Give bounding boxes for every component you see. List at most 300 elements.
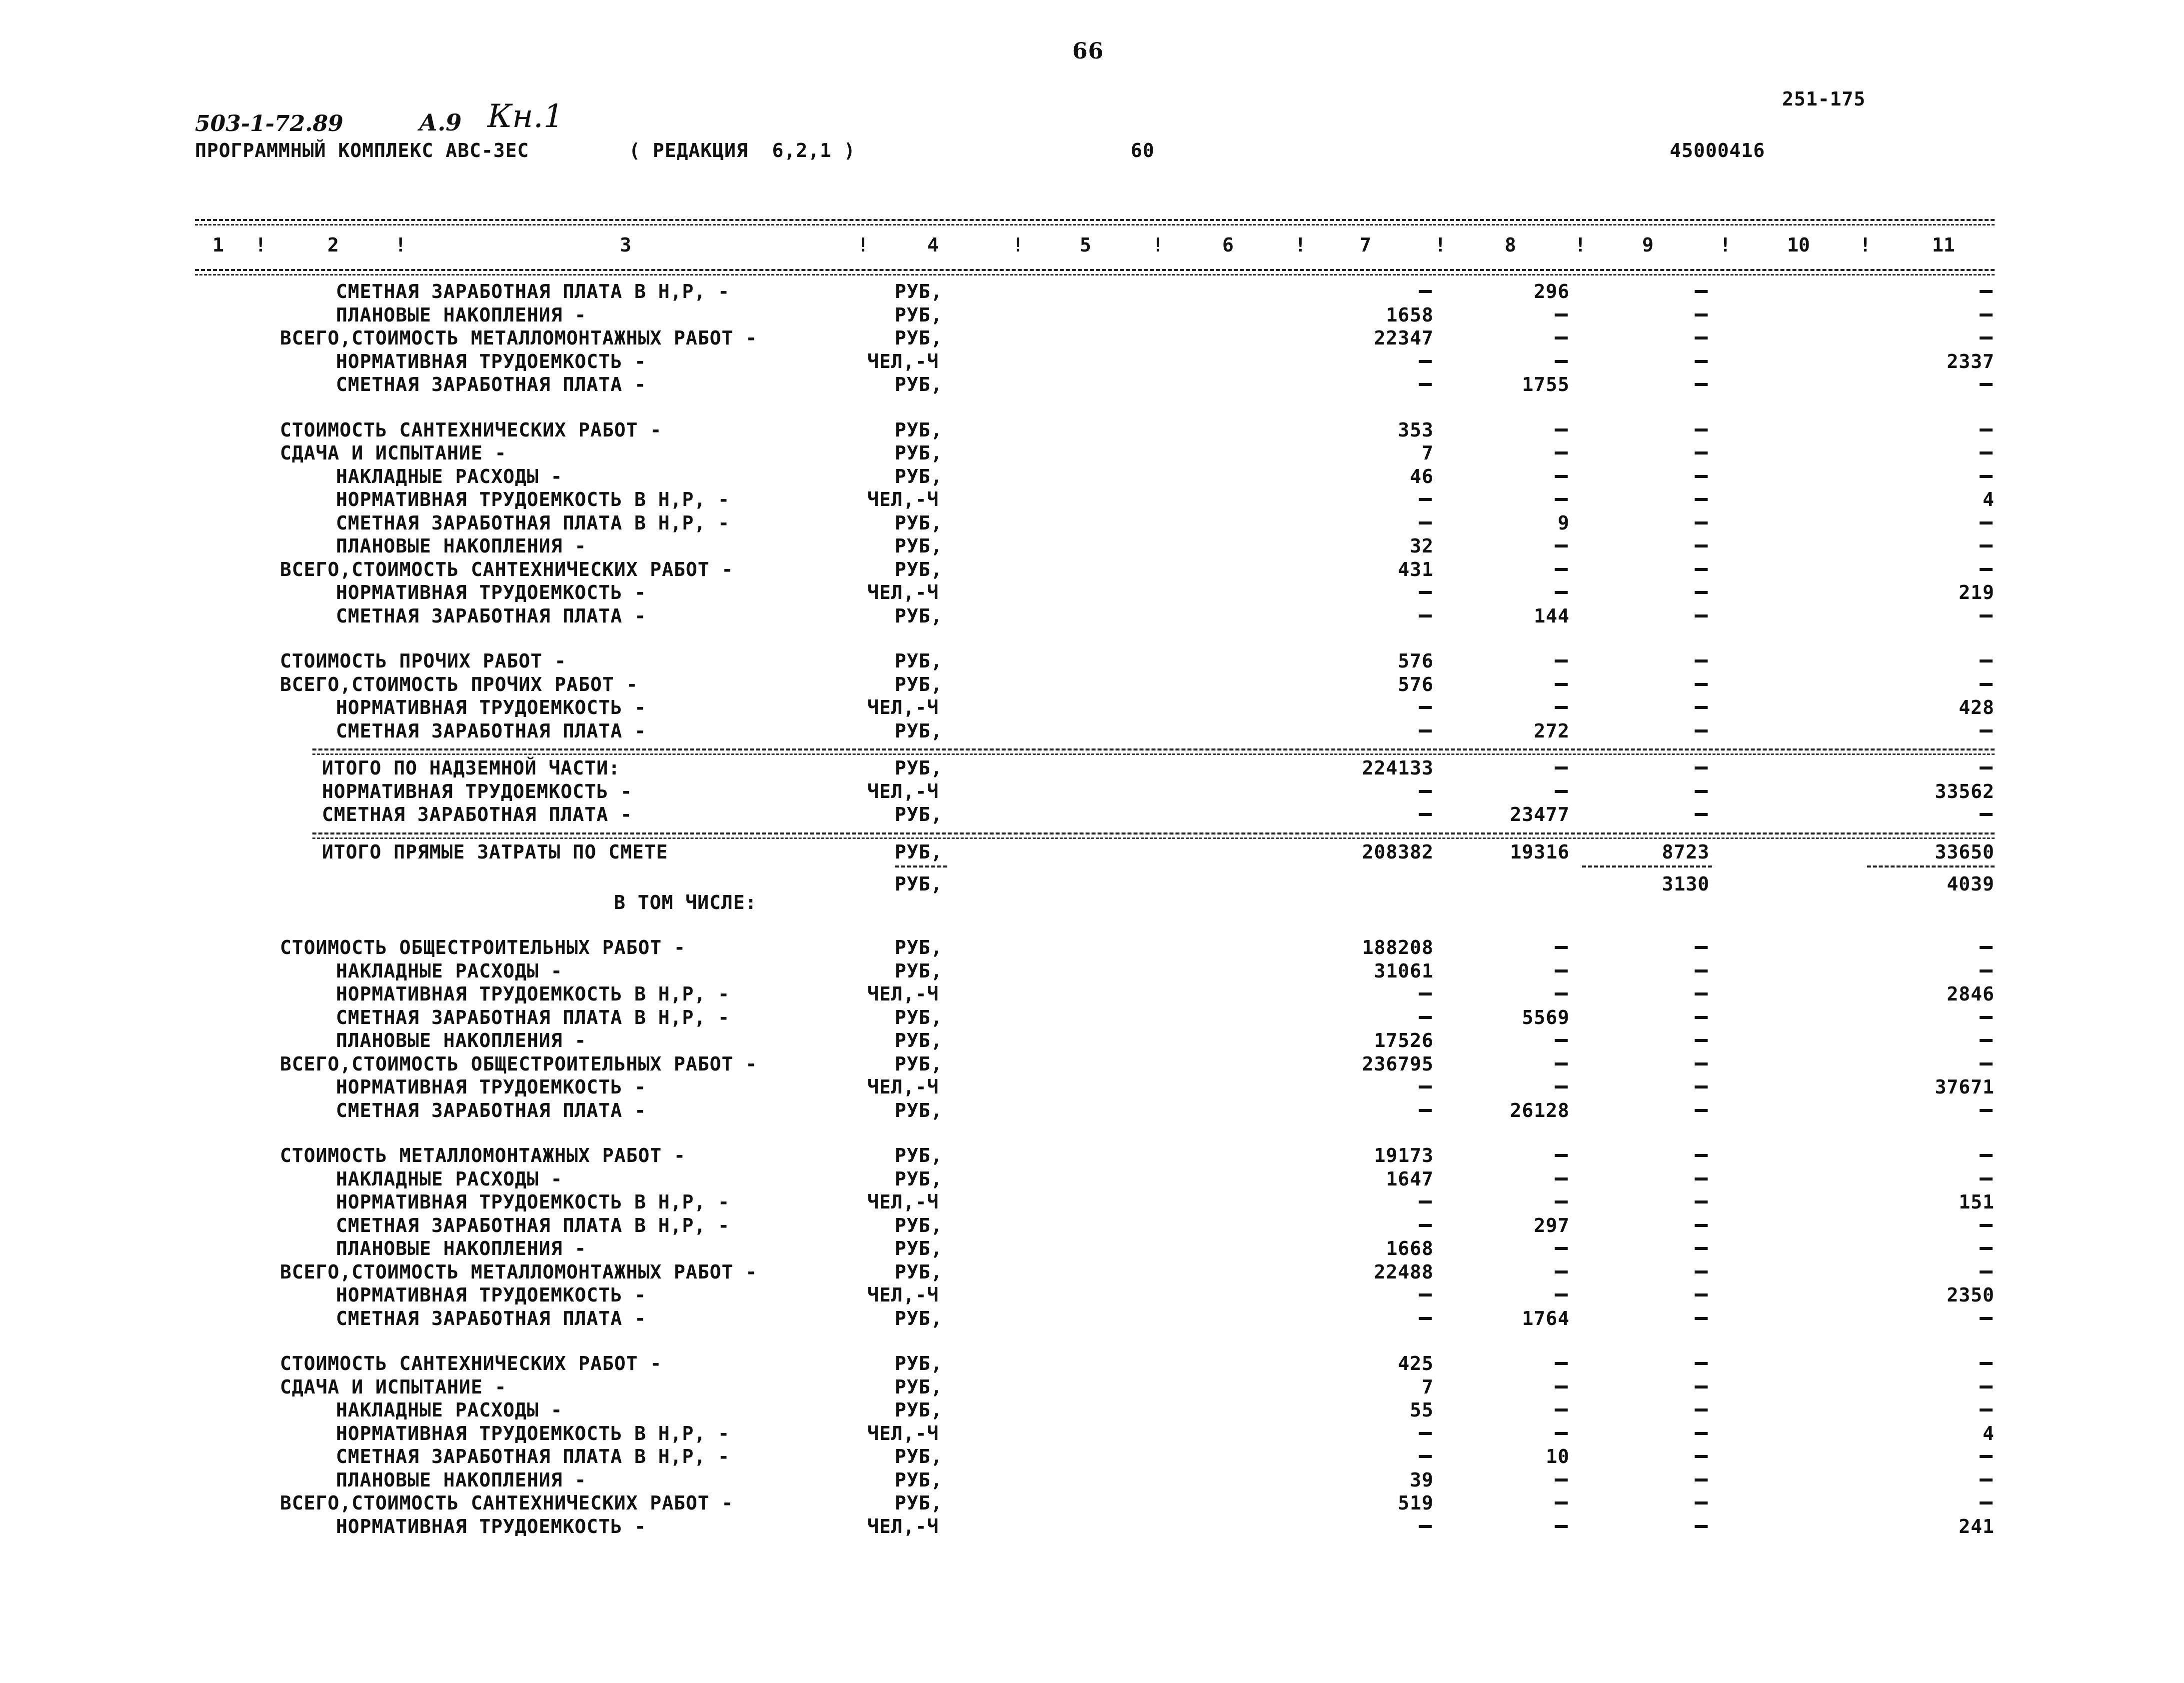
in-that-number-label: В ТОМ ЧИСЛЕ: [614, 891, 757, 914]
cell-c7 [1419, 1515, 1434, 1538]
row-unit: РУБ, [895, 1399, 943, 1421]
cell-c9 [1695, 326, 1710, 350]
cell-c8 [1555, 1237, 1570, 1260]
cell-c9 [1695, 280, 1710, 303]
row-description: НОРМАТИВНАЯ ТРУДОЕМКОСТЬ В Н,Р, - [336, 1422, 730, 1444]
cell-c11 [1980, 304, 1995, 326]
cell-c11: 33650 [1935, 840, 1995, 863]
row-unit: РУБ, [895, 604, 943, 627]
row-unit: РУБ, [895, 1238, 943, 1260]
row-unit: РУБ, [895, 873, 943, 895]
cell-c7: 188208 [1362, 936, 1434, 958]
row-description: НОРМАТИВНАЯ ТРУДОЕМКОСТЬ - [336, 582, 646, 604]
row-unit: ЧЕЛ,-Ч [867, 1284, 939, 1306]
cell-c11 [1980, 1168, 1995, 1190]
row-description: СМЕТНАЯ ЗАРАБОТНАЯ ПЛАТА - [336, 374, 646, 396]
cell-c9 [1695, 1376, 1710, 1398]
cell-c7: 1658 [1386, 304, 1434, 326]
cell-c9 [1695, 534, 1710, 558]
cell-c11 [1980, 1144, 1995, 1167]
cell-c7: 1668 [1386, 1238, 1434, 1260]
cell-c7: 224133 [1362, 757, 1434, 779]
row-description: НАКЛАДНЫЕ РАСХОДЫ - [336, 465, 563, 488]
cell-c11 [1980, 512, 1995, 534]
cell-c7 [1419, 581, 1434, 604]
row-unit: РУБ, [895, 280, 943, 302]
row-unit: РУБ, [895, 1168, 943, 1190]
cell-c11 [1980, 373, 1995, 396]
row-description: НАКЛАДНЫЕ РАСХОДЫ - [336, 1168, 563, 1190]
row-description: СТОИМОСТЬ САНТЕХНИЧЕСКИХ РАБОТ - [280, 1352, 662, 1374]
cell-c9 [1695, 1260, 1710, 1284]
cell-c9 [1695, 512, 1710, 534]
cell-c11 [1980, 1445, 1995, 1468]
row-rule [312, 754, 1995, 755]
cell-c9 [1695, 982, 1710, 1006]
cell-c11 [1980, 558, 1995, 581]
row-unit: РУБ, [895, 327, 943, 349]
cell-c11 [1980, 1376, 1995, 1398]
row-unit: РУБ, [895, 1468, 943, 1491]
row-unit: РУБ, [895, 804, 943, 826]
cell-c9 [1695, 304, 1710, 326]
cell-c9 [1695, 465, 1710, 488]
row-rule [312, 748, 1995, 750]
cell-c9 [1695, 1006, 1710, 1029]
cell-c7 [1419, 1307, 1434, 1330]
cell-c9 [1695, 581, 1710, 604]
row-description: СМЕТНАЯ ЗАРАБОТНАЯ ПЛАТА - [322, 804, 632, 826]
cell-c9 [1695, 1076, 1710, 1098]
cell-c9 [1695, 604, 1710, 628]
row-description: НОРМАТИВНАЯ ТРУДОЕМКОСТЬ - [336, 350, 646, 372]
handwritten-ref: 503-1-72.89 [195, 111, 343, 136]
cell-c9 [1695, 1168, 1710, 1190]
row-unit: ЧЕЛ,-Ч [867, 1515, 939, 1538]
cell-c9 [1695, 936, 1710, 959]
cell-c11 [1980, 1260, 1995, 1284]
cell-c9 [1695, 720, 1710, 742]
cell-c7 [1419, 696, 1434, 719]
cell-c8 [1555, 1492, 1570, 1514]
subtotal-underline [895, 866, 947, 868]
cell-c7 [1419, 1190, 1434, 1214]
cell-c7: 236795 [1362, 1052, 1434, 1075]
cell-c8 [1555, 465, 1570, 488]
cell-c8 [1555, 350, 1570, 373]
column-separator: ! [395, 234, 406, 256]
row-description: СМЕТНАЯ ЗАРАБОТНАЯ ПЛАТА В Н,Р, - [336, 1006, 730, 1028]
row-description: НОРМАТИВНАЯ ТРУДОЕМКОСТЬ - [336, 1515, 646, 1538]
page-number: 66 [1072, 38, 1104, 64]
cell-c8 [1555, 442, 1570, 464]
row-unit: ЧЕЛ,-Ч [867, 488, 939, 510]
row-description: ПЛАНОВЫЕ НАКОПЛЕНИЯ - [336, 1238, 587, 1260]
cell-c11 [1980, 1006, 1995, 1029]
row-description: ПЛАНОВЫЕ НАКОПЛЕНИЯ - [336, 1468, 587, 1491]
row-unit: РУБ, [895, 650, 943, 672]
row-unit: РУБ, [895, 418, 943, 441]
cell-c8: 9 [1558, 512, 1570, 534]
cell-c9 [1695, 1492, 1710, 1514]
column-header-6: 6 [1222, 234, 1234, 256]
row-unit: ЧЕЛ,-Ч [867, 1422, 939, 1444]
column-header-9: 9 [1642, 234, 1654, 256]
program-name: ПРОГРАММНЫЙ КОМПЛЕКС АВС-3ЕС [195, 140, 529, 162]
cell-c7: 22488 [1374, 1260, 1434, 1283]
cell-c7 [1419, 1006, 1434, 1029]
cell-c9 [1695, 1515, 1710, 1538]
row-unit: РУБ, [895, 840, 943, 863]
column-header-4: 4 [927, 234, 939, 256]
cell-c7 [1419, 488, 1434, 511]
row-description: СТОИМОСТЬ САНТЕХНИЧЕСКИХ РАБОТ - [280, 418, 662, 441]
cell-c11: 428 [1959, 696, 1995, 718]
row-description: НОРМАТИВНАЯ ТРУДОЕМКОСТЬ В Н,Р, - [336, 1191, 730, 1213]
cell-c8 [1555, 673, 1570, 696]
cell-c9 [1695, 558, 1710, 581]
row-description: СТОИМОСТЬ МЕТАЛЛОМОНТАЖНЫХ РАБОТ - [280, 1144, 686, 1166]
row-description: ВСЕГО,СТОИМОСТЬ МЕТАЛЛОМОНТАЖНЫХ РАБОТ - [280, 1260, 758, 1283]
row-description: НАКЛАДНЫЕ РАСХОДЫ - [336, 1399, 563, 1421]
cell-c8 [1555, 1376, 1570, 1398]
cell-c7 [1419, 1284, 1434, 1306]
cell-c11 [1980, 442, 1995, 464]
program-edition: ( РЕДАКЦИЯ 6,2,1 ) [629, 140, 856, 162]
cell-c11 [1980, 1352, 1995, 1375]
cell-c11: 219 [1959, 582, 1995, 604]
row-description: СМЕТНАЯ ЗАРАБОТНАЯ ПЛАТА - [336, 1099, 646, 1122]
column-header-1: 1 [212, 234, 224, 256]
header-rule-top2 [195, 224, 1995, 226]
cell-c11 [1980, 1468, 1995, 1492]
cell-c7: 431 [1398, 558, 1434, 580]
column-separator: ! [1295, 234, 1306, 256]
row-unit: ЧЕЛ,-Ч [867, 582, 939, 604]
cell-c8 [1555, 304, 1570, 326]
cell-c7 [1419, 1445, 1434, 1468]
cell-c7 [1419, 373, 1434, 396]
cell-c8 [1555, 1352, 1570, 1375]
row-description: ИТОГО ПО НАДЗЕМНОЙ ЧАСТИ: [322, 757, 620, 779]
row-description: СМЕТНАЯ ЗАРАБОТНАЯ ПЛАТА В Н,Р, - [336, 280, 730, 302]
row-description: ПЛАНОВЫЕ НАКОПЛЕНИЯ - [336, 1030, 587, 1052]
cell-c11 [1980, 936, 1995, 959]
cell-c9 [1695, 418, 1710, 442]
cell-c8 [1555, 488, 1570, 511]
cell-c8 [1555, 1029, 1570, 1052]
cell-c7: 576 [1398, 673, 1434, 696]
column-header-5: 5 [1080, 234, 1091, 256]
row-description: СДАЧА И ИСПЫТАНИЕ - [280, 442, 507, 464]
cell-c7: 39 [1410, 1468, 1434, 1491]
cell-c8 [1555, 1052, 1570, 1076]
column-separator: ! [1720, 234, 1731, 256]
row-unit: РУБ, [895, 374, 943, 396]
cell-c11: 2846 [1947, 983, 1995, 1005]
row-unit: РУБ, [895, 1260, 943, 1283]
cell-c9 [1695, 1029, 1710, 1052]
cell-c9 [1695, 1352, 1710, 1375]
cell-c7 [1419, 350, 1434, 373]
column-separator: ! [1152, 234, 1164, 256]
cell-c9: 8723 [1662, 840, 1710, 863]
row-description: СМЕТНАЯ ЗАРАБОТНАЯ ПЛАТА В Н,Р, - [336, 512, 730, 534]
cell-c8: 10 [1546, 1446, 1570, 1468]
cell-c11 [1980, 720, 1995, 742]
cell-c9 [1695, 1284, 1710, 1306]
subtotal-underline [1867, 866, 1995, 868]
row-unit: РУБ, [895, 512, 943, 534]
cell-c11: 37671 [1935, 1076, 1995, 1098]
row-description: СТОИМОСТЬ ОБЩЕСТРОИТЕЛЬНЫХ РАБОТ - [280, 936, 686, 958]
cell-c8: 1755 [1522, 374, 1570, 396]
cell-c8: 297 [1534, 1214, 1570, 1236]
cell-c11 [1980, 1492, 1995, 1514]
cell-c11 [1980, 1029, 1995, 1052]
cell-c7 [1419, 1099, 1434, 1122]
row-unit: ЧЕЛ,-Ч [867, 696, 939, 718]
cell-c11 [1980, 1099, 1995, 1122]
handwritten-sheet: А.9 [419, 109, 462, 136]
row-description: СДАЧА И ИСПЫТАНИЕ - [280, 1376, 507, 1398]
column-separator: ! [857, 234, 869, 256]
cell-c7 [1419, 803, 1434, 826]
cell-c9 [1695, 1237, 1710, 1260]
row-unit: РУБ, [895, 304, 943, 326]
cell-c7: 46 [1410, 465, 1434, 488]
cell-c8: 5569 [1522, 1006, 1570, 1028]
cell-c7: 55 [1410, 1399, 1434, 1421]
row-description: ВСЕГО,СТОИМОСТЬ ОБЩЕСТРОИТЕЛЬНЫХ РАБОТ - [280, 1052, 758, 1075]
row-unit: ЧЕЛ,-Ч [867, 780, 939, 802]
column-header-2: 2 [327, 234, 339, 256]
subtotal-underline [1582, 866, 1712, 868]
row-description: ВСЕГО,СТОИМОСТЬ САНТЕХНИЧЕСКИХ РАБОТ - [280, 1492, 734, 1514]
cell-c8 [1555, 960, 1570, 982]
cell-c9 [1695, 960, 1710, 982]
row-unit: РУБ, [895, 720, 943, 742]
cell-c8: 19316 [1510, 840, 1570, 863]
cell-c9 [1695, 650, 1710, 672]
cell-c7 [1419, 982, 1434, 1006]
cell-c11: 2337 [1947, 350, 1995, 372]
row-description: ВСЕГО,СТОИМОСТЬ МЕТАЛЛОМОНТАЖНЫХ РАБОТ - [280, 327, 758, 349]
cell-c8: 272 [1534, 720, 1570, 742]
cell-c11 [1980, 1398, 1995, 1422]
cell-c11: 151 [1959, 1191, 1995, 1213]
cell-c8 [1555, 936, 1570, 959]
cell-c7: 7 [1422, 1376, 1434, 1398]
row-unit: РУБ, [895, 1099, 943, 1122]
cell-c8: 144 [1534, 604, 1570, 627]
cell-c9 [1695, 1422, 1710, 1445]
row-unit: РУБ, [895, 1446, 943, 1468]
cell-c8 [1555, 558, 1570, 581]
cell-c11 [1980, 756, 1995, 780]
cell-c9 [1695, 350, 1710, 373]
row-unit: РУБ, [895, 936, 943, 958]
cell-c8 [1555, 1168, 1570, 1190]
cell-c11 [1980, 803, 1995, 826]
row-description: НОРМАТИВНАЯ ТРУДОЕМКОСТЬ В Н,Р, - [336, 983, 730, 1005]
cell-c11: 4 [1983, 488, 1995, 510]
row-unit: РУБ, [895, 442, 943, 464]
row-unit: РУБ, [895, 1144, 943, 1166]
cell-c8 [1555, 1076, 1570, 1098]
row-description: ПЛАНОВЫЕ НАКОПЛЕНИЯ - [336, 304, 587, 326]
cell-c8 [1555, 1468, 1570, 1492]
row-rule [312, 832, 1995, 834]
cell-c11: 4 [1983, 1422, 1995, 1444]
row-unit: РУБ, [895, 1376, 943, 1398]
cell-c7: 32 [1410, 535, 1434, 557]
column-separator: ! [1012, 234, 1024, 256]
cell-c9 [1695, 1052, 1710, 1076]
row-unit: РУБ, [895, 465, 943, 488]
column-header-11: 11 [1932, 234, 1955, 256]
row-rule [312, 838, 1995, 839]
cell-c11 [1980, 960, 1995, 982]
cell-c9: 3130 [1662, 873, 1710, 895]
row-description: СМЕТНАЯ ЗАРАБОТНАЯ ПЛАТА - [336, 720, 646, 742]
row-description: СТОИМОСТЬ ПРОЧИХ РАБОТ - [280, 650, 567, 672]
cell-c9 [1695, 1099, 1710, 1122]
row-unit: РУБ, [895, 1352, 943, 1374]
cell-c7 [1419, 1422, 1434, 1445]
row-unit: РУБ, [895, 673, 943, 696]
cell-c8 [1555, 756, 1570, 780]
cell-c11: 2350 [1947, 1284, 1995, 1306]
cell-c9 [1695, 1468, 1710, 1492]
row-description: НОРМАТИВНАЯ ТРУДОЕМКОСТЬ В Н,Р, - [336, 488, 730, 510]
cell-c9 [1695, 1398, 1710, 1422]
row-unit: ЧЕЛ,-Ч [867, 983, 939, 1005]
cell-c7: 7 [1422, 442, 1434, 464]
cell-c8 [1555, 696, 1570, 719]
cell-c11 [1980, 418, 1995, 442]
cell-c8 [1555, 1144, 1570, 1167]
column-separator: ! [1435, 234, 1446, 256]
row-description: ПЛАНОВЫЕ НАКОПЛЕНИЯ - [336, 535, 587, 557]
row-description: СМЕТНАЯ ЗАРАБОТНАЯ ПЛАТА В Н,Р, - [336, 1446, 730, 1468]
cell-c9 [1695, 696, 1710, 719]
handwritten-book: Кн.1 [487, 98, 564, 135]
cell-c11 [1980, 534, 1995, 558]
cell-c7: 208382 [1362, 840, 1434, 863]
cell-c11 [1980, 280, 1995, 303]
cell-c9 [1695, 1144, 1710, 1167]
row-description: ВСЕГО,СТОИМОСТЬ САНТЕХНИЧЕСКИХ РАБОТ - [280, 558, 734, 580]
row-description: ВСЕГО,СТОИМОСТЬ ПРОЧИХ РАБОТ - [280, 673, 638, 696]
cell-c7: 519 [1398, 1492, 1434, 1514]
cell-c11 [1980, 650, 1995, 672]
cell-c11 [1980, 1307, 1995, 1330]
cell-c7: 353 [1398, 418, 1434, 441]
cell-c8 [1555, 1398, 1570, 1422]
cell-c8 [1555, 982, 1570, 1006]
row-description: СМЕТНАЯ ЗАРАБОТНАЯ ПЛАТА - [336, 1307, 646, 1330]
cell-c8: 23477 [1510, 804, 1570, 826]
cell-c8: 26128 [1510, 1099, 1570, 1122]
cell-c7: 31061 [1374, 960, 1434, 982]
cell-c9 [1695, 1445, 1710, 1468]
cell-c8 [1555, 326, 1570, 350]
row-unit: РУБ, [895, 757, 943, 779]
cell-c11 [1980, 1237, 1995, 1260]
row-unit: РУБ, [895, 1307, 943, 1330]
row-unit: РУБ, [895, 1030, 943, 1052]
cell-c9 [1695, 756, 1710, 780]
row-description: НАКЛАДНЫЕ РАСХОДЫ - [336, 960, 563, 982]
cell-c7 [1419, 720, 1434, 742]
cell-c8 [1555, 1260, 1570, 1284]
cell-c8 [1555, 650, 1570, 672]
cell-c8 [1555, 1515, 1570, 1538]
column-separator: ! [1860, 234, 1871, 256]
cell-c8 [1555, 780, 1570, 803]
cell-c11 [1980, 1052, 1995, 1076]
cell-c7 [1419, 512, 1434, 534]
cell-c8 [1555, 1284, 1570, 1306]
cell-c7 [1419, 280, 1434, 303]
row-unit: РУБ, [895, 535, 943, 557]
header-num: 60 [1131, 140, 1155, 162]
cell-c11: 4039 [1947, 873, 1995, 895]
cell-c9 [1695, 1190, 1710, 1214]
cell-c9 [1695, 1307, 1710, 1330]
row-description: НОРМАТИВНАЯ ТРУДОЕМКОСТЬ - [336, 1076, 646, 1098]
cell-c8 [1555, 1422, 1570, 1445]
cell-c9 [1695, 1214, 1710, 1237]
cell-c9 [1695, 373, 1710, 396]
row-unit: РУБ, [895, 1006, 943, 1028]
cell-c7: 22347 [1374, 327, 1434, 349]
cell-c7 [1419, 604, 1434, 628]
cell-c7 [1419, 1076, 1434, 1098]
row-description: НОРМАТИВНАЯ ТРУДОЕМКОСТЬ - [336, 1284, 646, 1306]
cell-c9 [1695, 442, 1710, 464]
cell-c9 [1695, 780, 1710, 803]
cell-c7: 17526 [1374, 1030, 1434, 1052]
cell-c8 [1555, 534, 1570, 558]
cell-c11: 241 [1959, 1515, 1995, 1538]
cell-c8 [1555, 581, 1570, 604]
cell-c7 [1419, 1214, 1434, 1237]
row-unit: РУБ, [895, 1052, 943, 1075]
header-id: 45000416 [1670, 140, 1766, 162]
header-rule-bottom [195, 269, 1995, 271]
cell-c9 [1695, 488, 1710, 511]
row-unit: ЧЕЛ,-Ч [867, 1191, 939, 1213]
header-rule-bottom2 [195, 274, 1995, 276]
cell-c8 [1555, 1190, 1570, 1214]
row-unit: РУБ, [895, 558, 943, 580]
column-header-8: 8 [1505, 234, 1516, 256]
cell-c9 [1695, 803, 1710, 826]
cell-c7 [1419, 780, 1434, 803]
row-unit: РУБ, [895, 1492, 943, 1514]
cell-c11: 33562 [1935, 780, 1995, 802]
row-description: ИТОГО ПРЯМЫЕ ЗАТРАТЫ ПО СМЕТЕ [322, 840, 668, 863]
row-unit: ЧЕЛ,-Ч [867, 1076, 939, 1098]
cell-c11 [1980, 465, 1995, 488]
column-header-10: 10 [1787, 234, 1810, 256]
row-unit: РУБ, [895, 960, 943, 982]
cell-c8: 296 [1534, 280, 1570, 302]
row-description: НОРМАТИВНАЯ ТРУДОЕМКОСТЬ - [322, 780, 632, 802]
cell-c7: 425 [1398, 1352, 1434, 1374]
